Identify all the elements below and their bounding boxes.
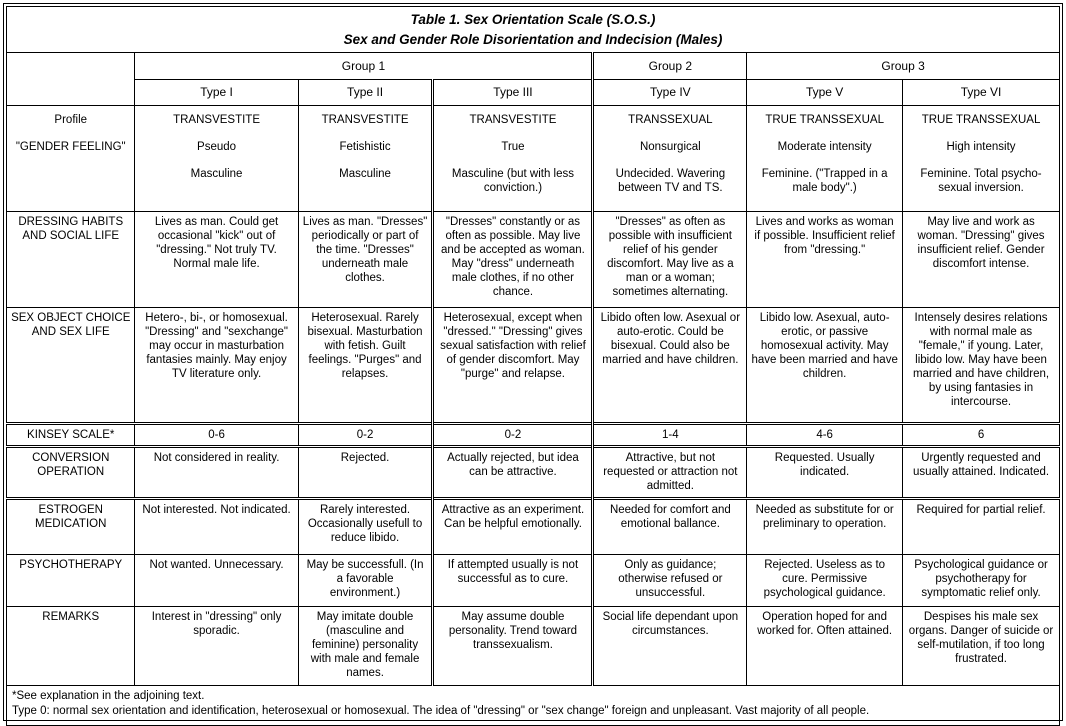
row-label-profile — [7, 106, 135, 212]
table-title-line2: Sex and Gender Role Disorientation and Indecision (Males) — [343, 31, 723, 47]
sexobject-type-3-cell: Heterosexual, except when "dressed." "Dressing" gives sexual satisfaction with relief of gender discomfort. May "purge" and relapse. — [433, 308, 593, 424]
group-2-header: Group 2 — [593, 53, 747, 80]
row-label-sex-object: SEX OBJECT CHOICE AND SEX LIFE — [7, 308, 135, 424]
psychotherapy-type-4-cell: Only as guidance; otherwise refused or unsuccessful. — [593, 555, 747, 607]
group-3-header: Group 3 — [747, 53, 1060, 80]
row-label-estrogen-medication: ESTROGEN MEDICATION — [7, 499, 135, 555]
psychotherapy-type-6-cell: Psychological guidance or psychotherapy for symptomatic relief only. — [903, 555, 1060, 607]
profile-type-2-cell: TRANSVESTITE Fetishistic Masculine — [298, 106, 433, 212]
table-title-line1: Table 1. Sex Orientation Scale (S.O.S.) — [410, 12, 656, 27]
sos-table — [6, 6, 1060, 726]
type-2-header: Type II — [298, 80, 433, 106]
sexobject-type-6-cell: Intensely desires relations with normal male as "female," if young. Later, libido low. May have been married and have children, by using fantasies in intercourse. — [903, 308, 1060, 424]
profile-label-line2: "GENDER FEELING" — [15, 141, 126, 154]
conversion-type-5-cell: Requested. Usually indicated. — [747, 447, 903, 499]
row-label-kinsey-scale: KINSEY SCALE* — [7, 424, 135, 447]
remarks-type-3-cell: May assume double personality. Trend toward transsexualism. — [433, 607, 593, 686]
estrogen-type-6-cell: Required for partial relief. — [903, 499, 1060, 555]
sexobject-type-2-cell: Heterosexual. Rarely bisexual. Masturbation with fetish. Guilt feelings. "Purges" and relapses. — [298, 308, 433, 424]
kinsey-type-5-cell: 4-6 — [747, 424, 903, 447]
sexobject-type-1-cell: Hetero-, bi-, or homosexual. "Dressing" and "sexchange" may occur in masturbation fantasies mainly. May enjoy TV literature only. — [135, 308, 298, 424]
estrogen-type-3-cell: Attractive as an experiment. Can be helpful emotionally. — [433, 499, 593, 555]
psychotherapy-type-2-cell: May be successfull. (In a favorable environment.) — [298, 555, 433, 607]
type-3-header: Type III — [433, 80, 593, 106]
dressing-type-1-cell: Lives as man. Could get occasional "kick" out of "dressing." Not truly TV. Normal male life. — [135, 212, 298, 308]
estrogen-type-5-cell: Needed as substitute for or preliminary to operation. — [747, 499, 903, 555]
remarks-type-4-cell: Social life dependant upon circumstances. — [593, 607, 747, 686]
dressing-type-5-cell: Lives and works as woman if possible. Insufficient relief from "dressing." — [747, 212, 903, 308]
profile-type-1-cell: TRANSVESTITE Pseudo Masculine — [135, 106, 298, 212]
row-label-psychotherapy: PSYCHOTHERAPY — [7, 555, 135, 607]
remarks-type-2-cell: May imitate double (masculine and feminine) personality with male and female names. — [298, 607, 433, 686]
row-label-conversion-operation: CONVERSION OPERATION — [7, 447, 135, 499]
profile-type-5-cell: TRUE TRANSSEXUAL Moderate intensity Feminine. ("Trapped in a male body".) — [747, 106, 903, 212]
sexobject-type-4-cell: Libido often low. Asexual or auto-erotic. Could be bisexual. Could also be married and have children. — [593, 308, 747, 424]
remarks-type-5-cell: Operation hoped for and worked for. Often attained. — [747, 607, 903, 686]
conversion-type-4-cell: Attractive, but not requested or attraction not admitted. — [593, 447, 747, 499]
profile-type-6-cell: TRUE TRANSSEXUAL High intensity Feminine. Total psycho-sexual inversion. — [903, 106, 1060, 212]
type-1-header: Type I — [135, 80, 298, 106]
conversion-type-3-cell: Actually rejected, but idea can be attractive. — [433, 447, 593, 499]
kinsey-type-2-cell: 0-2 — [298, 424, 433, 447]
dressing-type-2-cell: Lives as man. "Dresses" periodically or part of the time. "Dresses" underneath male clothes. — [298, 212, 433, 308]
estrogen-type-4-cell: Needed for comfort and emotional ballance. — [593, 499, 747, 555]
remarks-type-1-cell: Interest in "dressing" only sporadic. — [135, 607, 298, 686]
profile-type-3-cell: TRANSVESTITE True Masculine (but with less conviction.) — [433, 106, 593, 212]
footnote — [7, 686, 1060, 726]
footnote-line1: *See explanation in the adjoining text. — [12, 690, 205, 703]
kinsey-type-4-cell: 1-4 — [593, 424, 747, 447]
conversion-type-2-cell: Rejected. — [298, 447, 433, 499]
type-6-header: Type VI — [903, 80, 1060, 106]
type-4-header: Type IV — [593, 80, 747, 106]
profile-label-line1: Profile — [54, 114, 88, 127]
dressing-type-6-cell: May live and work as woman. "Dressing" gives insufficient relief. Gender discomfort intense. — [903, 212, 1060, 308]
psychotherapy-type-3-cell: If attempted usually is not successful as to cure. — [433, 555, 593, 607]
table-title — [7, 7, 1060, 53]
kinsey-type-3-cell: 0-2 — [433, 424, 593, 447]
profile-type-4-cell: TRANSSEXUAL Nonsurgical Undecided. Wavering between TV and TS. — [593, 106, 747, 212]
dressing-type-4-cell: "Dresses" as often as possible with insufficient relief of his gender discomfort. May live as a man or a woman; sometimes alternating. — [593, 212, 747, 308]
footnote-line2: Type 0: normal sex orientation and identification, heterosexual or homosexual. The idea of "dressing" or "sex change" foreign and unpleasant. Vast majority of all people. — [12, 705, 870, 718]
kinsey-type-6-cell: 6 — [903, 424, 1060, 447]
type-5-header: Type V — [747, 80, 903, 106]
conversion-type-1-cell: Not considered in reality. — [135, 447, 298, 499]
group-1-header: Group 1 — [135, 53, 593, 80]
sexobject-type-5-cell: Libido low. Asexual, auto-erotic, or passive homosexual activity. May have been married and have children. — [747, 308, 903, 424]
remarks-type-6-cell: Despises his male sex organs. Danger of suicide or self-mutilation, if too long frustrated. — [903, 607, 1060, 686]
kinsey-type-1-cell: 0-6 — [135, 424, 298, 447]
psychotherapy-type-1-cell: Not wanted. Unnecessary. — [135, 555, 298, 607]
row-label-remarks: REMARKS — [7, 607, 135, 686]
estrogen-type-1-cell: Not interested. Not indicated. — [135, 499, 298, 555]
table-outer-frame — [3, 3, 1063, 721]
estrogen-type-2-cell: Rarely interested. Occasionally usefull to reduce libido. — [298, 499, 433, 555]
corner-empty-cell — [7, 53, 135, 106]
dressing-type-3-cell: "Dresses" constantly or as often as possible. May live and be accepted as woman. May "dress" underneath male clothes, if no other chance. — [433, 212, 593, 308]
conversion-type-6-cell: Urgently requested and usually attained. Indicated. — [903, 447, 1060, 499]
row-label-dressing-habits: DRESSING HABITS AND SOCIAL LIFE — [7, 212, 135, 308]
psychotherapy-type-5-cell: Rejected. Useless as to cure. Permissive psychological guidance. — [747, 555, 903, 607]
